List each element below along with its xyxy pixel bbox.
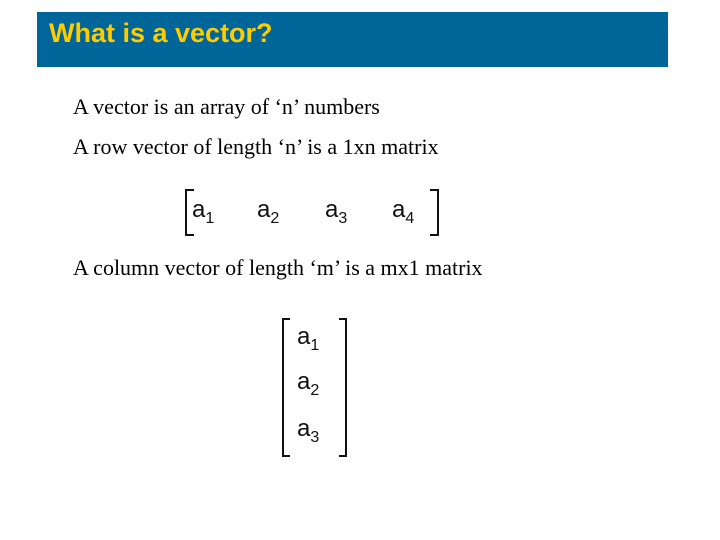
text-line-column-vector: A column vector of length ‘m’ is a mx1 matrix	[73, 255, 483, 280]
text-line-vector-definition: A vector is an array of ‘n’ numbers	[73, 94, 380, 119]
row-vector-element: $a_4$	[392, 196, 415, 227]
column-vector-element: $a_1$	[297, 323, 320, 354]
column-vector-matrix	[280, 315, 350, 460]
column-vector-element: $a_3$	[297, 415, 320, 446]
row-vector-element: $a_2$	[257, 196, 280, 227]
row-vector-matrix	[180, 188, 450, 238]
text-line-row-vector: A row vector of length ‘n’ is a 1xn matrix	[73, 134, 439, 159]
slide-title: What is a vector?	[49, 18, 273, 48]
title-bar	[37, 12, 668, 67]
row-vector-element: $a_1$	[192, 196, 215, 227]
column-vector-element: $a_2$	[297, 368, 320, 399]
row-vector-element: $a_3$	[325, 196, 348, 227]
